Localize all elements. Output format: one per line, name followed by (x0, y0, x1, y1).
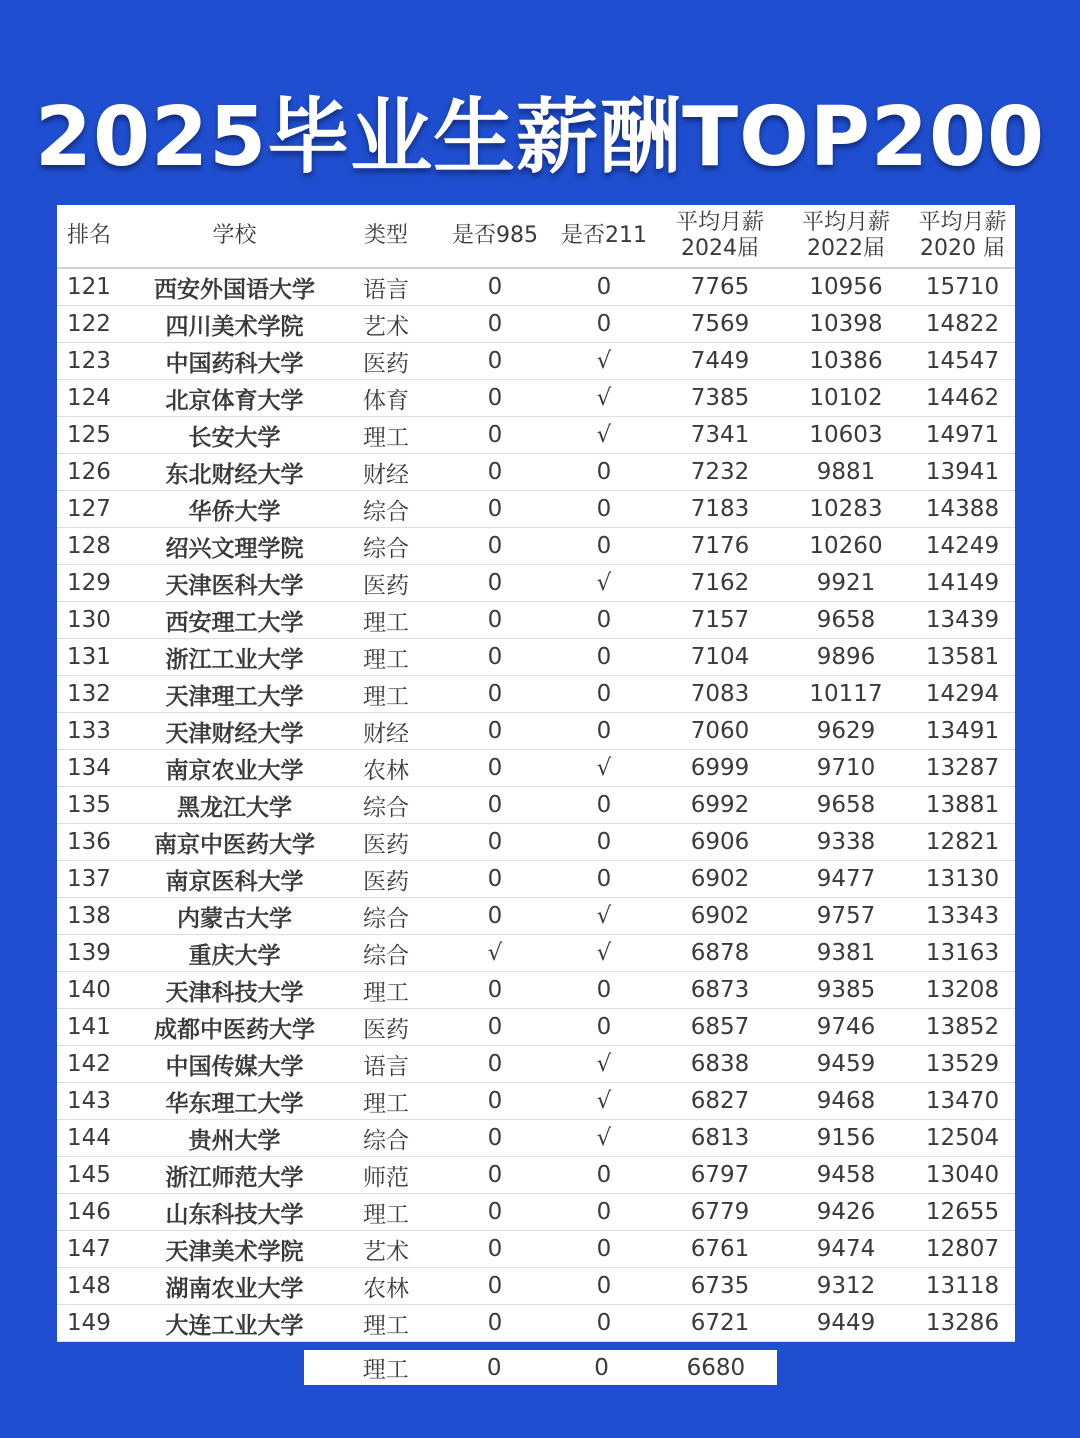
cell-pay2022: 9658 (782, 602, 910, 639)
cell-pay2020: 13040 (910, 1157, 1015, 1194)
table-row (57, 1157, 1015, 1194)
page-title: 2025毕业生薪酬TOP200 (34, 90, 1046, 185)
cell-is985: 0 (440, 787, 550, 824)
cell-is211: 0 (550, 306, 658, 343)
cell-pay2020: 13208 (910, 972, 1015, 1009)
cell-type: 综合 (332, 787, 440, 824)
table-row (57, 1231, 1015, 1268)
cell-pay2022: 10283 (782, 491, 910, 528)
cell-rank: 140 (57, 972, 137, 1009)
cell-rank: 122 (57, 306, 137, 343)
cell-is211: 0 (550, 528, 658, 565)
table-row (57, 1268, 1015, 1305)
cell-is211: √ (550, 1083, 658, 1120)
cell-pay2024: 6999 (658, 750, 782, 787)
table-row (57, 1083, 1015, 1120)
cell-pay2020: 14462 (910, 380, 1015, 417)
cell-school: 天津医科大学 (137, 565, 332, 602)
cell-pay2022: 9385 (782, 972, 910, 1009)
cell-pay2024: 7183 (658, 491, 782, 528)
cell-pay2020: 12807 (910, 1231, 1015, 1268)
cell-school: 西安外国语大学 (137, 268, 332, 306)
cell-pay2020: 14249 (910, 528, 1015, 565)
cell-type: 农林 (332, 750, 440, 787)
cell-is985: 0 (440, 602, 550, 639)
cell-pay2022: 9156 (782, 1120, 910, 1157)
partial-cell-is985: 0 (486, 1354, 502, 1381)
cell-pay2020: 14294 (910, 676, 1015, 713)
cell-pay2024: 7765 (658, 268, 782, 306)
cell-is211: 0 (550, 1231, 658, 1268)
cell-pay2020: 13287 (910, 750, 1015, 787)
table-row (57, 454, 1015, 491)
cell-pay2022: 9629 (782, 713, 910, 750)
table-row (57, 861, 1015, 898)
table-row (57, 713, 1015, 750)
cell-is211: √ (550, 1120, 658, 1157)
cell-pay2020: 13881 (910, 787, 1015, 824)
cell-rank: 145 (57, 1157, 137, 1194)
header-school: 学校 (137, 205, 332, 268)
cell-pay2022: 9458 (782, 1157, 910, 1194)
cell-pay2022: 9710 (782, 750, 910, 787)
header-pay2020-line1: 平均月薪 (918, 210, 1007, 235)
cell-pay2024: 6902 (658, 861, 782, 898)
cell-is211: 0 (550, 602, 658, 639)
cell-pay2020: 15710 (910, 268, 1015, 306)
cell-type: 农林 (332, 1268, 440, 1305)
cell-rank: 126 (57, 454, 137, 491)
header-pay2024-line1: 平均月薪 (675, 210, 764, 235)
cell-rank: 131 (57, 639, 137, 676)
cell-pay2020: 13163 (910, 935, 1015, 972)
cell-pay2022: 9477 (782, 861, 910, 898)
cell-pay2020: 13343 (910, 898, 1015, 935)
table-row (57, 528, 1015, 565)
cell-type: 艺术 (332, 1231, 440, 1268)
cell-pay2020: 14822 (910, 306, 1015, 343)
cell-is211: 0 (550, 676, 658, 713)
cell-pay2020: 13118 (910, 1268, 1015, 1305)
cell-school: 天津科技大学 (137, 972, 332, 1009)
cell-pay2024: 7385 (658, 380, 782, 417)
cell-school: 浙江工业大学 (137, 639, 332, 676)
partial-table-row (304, 1350, 777, 1385)
cell-pay2022: 9312 (782, 1268, 910, 1305)
cell-pay2020: 13491 (910, 713, 1015, 750)
table-row (57, 1009, 1015, 1046)
cell-rank: 127 (57, 491, 137, 528)
cell-pay2024: 6906 (658, 824, 782, 861)
cell-is985: 0 (440, 417, 550, 454)
cell-type: 综合 (332, 935, 440, 972)
cell-rank: 124 (57, 380, 137, 417)
cell-school: 大连工业大学 (137, 1305, 332, 1342)
header-is211: 是否211 (550, 205, 658, 268)
cell-pay2022: 9338 (782, 824, 910, 861)
table-row (57, 1305, 1015, 1342)
cell-pay2024: 6902 (658, 898, 782, 935)
cell-pay2024: 7162 (658, 565, 782, 602)
table-row (57, 935, 1015, 972)
cell-pay2022: 10398 (782, 306, 910, 343)
cell-is211: 0 (550, 713, 658, 750)
cell-school: 北京体育大学 (137, 380, 332, 417)
cell-school: 天津理工大学 (137, 676, 332, 713)
cell-school: 山东科技大学 (137, 1194, 332, 1231)
table-row (57, 417, 1015, 454)
cell-is985: 0 (440, 861, 550, 898)
table-row (57, 343, 1015, 380)
cell-is985: 0 (440, 268, 550, 306)
cell-pay2024: 6813 (658, 1120, 782, 1157)
cell-pay2024: 6797 (658, 1157, 782, 1194)
table-row (57, 491, 1015, 528)
cell-pay2022: 9746 (782, 1009, 910, 1046)
table-row (57, 898, 1015, 935)
cell-is985: 0 (440, 713, 550, 750)
cell-pay2022: 10603 (782, 417, 910, 454)
cell-pay2024: 7060 (658, 713, 782, 750)
cell-pay2024: 6761 (658, 1231, 782, 1268)
cell-pay2024: 7341 (658, 417, 782, 454)
cell-is985: 0 (440, 1009, 550, 1046)
cell-is985: 0 (440, 972, 550, 1009)
table-row (57, 380, 1015, 417)
cell-type: 综合 (332, 898, 440, 935)
cell-is985: √ (440, 935, 550, 972)
table-row (57, 1046, 1015, 1083)
cell-is985: 0 (440, 1268, 550, 1305)
table-row (57, 639, 1015, 676)
table-row (57, 602, 1015, 639)
cell-pay2020: 14388 (910, 491, 1015, 528)
table-row (57, 750, 1015, 787)
cell-rank: 147 (57, 1231, 137, 1268)
cell-school: 成都中医药大学 (137, 1009, 332, 1046)
cell-rank: 134 (57, 750, 137, 787)
cell-type: 综合 (332, 528, 440, 565)
cell-pay2024: 6857 (658, 1009, 782, 1046)
cell-type: 理工 (332, 1083, 440, 1120)
header-rank: 排名 (57, 205, 137, 268)
header-pay2020-line2: 2020 届 (920, 236, 1005, 261)
cell-type: 师范 (332, 1157, 440, 1194)
cell-pay2024: 7449 (658, 343, 782, 380)
table-row (57, 1120, 1015, 1157)
cell-pay2022: 10386 (782, 343, 910, 380)
cell-type: 综合 (332, 491, 440, 528)
cell-is211: 0 (550, 1305, 658, 1342)
cell-school: 内蒙古大学 (137, 898, 332, 935)
cell-is985: 0 (440, 491, 550, 528)
cell-pay2020: 13130 (910, 861, 1015, 898)
cell-is985: 0 (440, 343, 550, 380)
cell-is985: 0 (440, 1231, 550, 1268)
header-type: 类型 (332, 205, 440, 268)
cell-school: 中国传媒大学 (137, 1046, 332, 1083)
salary-table-container (57, 205, 1015, 1342)
cell-is211: 0 (550, 491, 658, 528)
cell-is985: 0 (440, 1120, 550, 1157)
cell-type: 财经 (332, 713, 440, 750)
cell-type: 医药 (332, 824, 440, 861)
cell-school: 南京中医药大学 (137, 824, 332, 861)
cell-is211: 0 (550, 1194, 658, 1231)
cell-is985: 0 (440, 454, 550, 491)
cell-pay2022: 10260 (782, 528, 910, 565)
cell-is211: √ (550, 565, 658, 602)
cell-pay2020: 14547 (910, 343, 1015, 380)
cell-pay2022: 9468 (782, 1083, 910, 1120)
partial-cell-pay2024: 6680 (686, 1354, 746, 1381)
cell-pay2020: 14149 (910, 565, 1015, 602)
cell-pay2024: 7083 (658, 676, 782, 713)
cell-pay2022: 9459 (782, 1046, 910, 1083)
cell-school: 西安理工大学 (137, 602, 332, 639)
cell-pay2024: 7157 (658, 602, 782, 639)
cell-pay2022: 9381 (782, 935, 910, 972)
cell-rank: 136 (57, 824, 137, 861)
cell-is985: 0 (440, 528, 550, 565)
cell-type: 医药 (332, 343, 440, 380)
header-pay2022-line2: 2022届 (807, 236, 885, 261)
cell-school: 重庆大学 (137, 935, 332, 972)
cell-pay2024: 7176 (658, 528, 782, 565)
cell-school: 华侨大学 (137, 491, 332, 528)
cell-is211: 0 (550, 1268, 658, 1305)
cell-is985: 0 (440, 1083, 550, 1120)
cell-rank: 144 (57, 1120, 137, 1157)
cell-type: 艺术 (332, 306, 440, 343)
cell-rank: 128 (57, 528, 137, 565)
cell-rank: 149 (57, 1305, 137, 1342)
cell-is985: 0 (440, 676, 550, 713)
cell-rank: 135 (57, 787, 137, 824)
cell-pay2024: 6721 (658, 1305, 782, 1342)
cell-rank: 125 (57, 417, 137, 454)
cell-school: 华东理工大学 (137, 1083, 332, 1120)
table-row (57, 565, 1015, 602)
cell-school: 黑龙江大学 (137, 787, 332, 824)
cell-pay2020: 13286 (910, 1305, 1015, 1342)
cell-rank: 130 (57, 602, 137, 639)
cell-is985: 0 (440, 1157, 550, 1194)
cell-rank: 142 (57, 1046, 137, 1083)
cell-is211: 0 (550, 1009, 658, 1046)
cell-type: 理工 (332, 1305, 440, 1342)
cell-pay2024: 6735 (658, 1268, 782, 1305)
cell-pay2024: 6878 (658, 935, 782, 972)
cell-is985: 0 (440, 565, 550, 602)
cell-rank: 148 (57, 1268, 137, 1305)
cell-pay2022: 10117 (782, 676, 910, 713)
cell-is211: 0 (550, 268, 658, 306)
cell-type: 语言 (332, 1046, 440, 1083)
cell-is211: √ (550, 1046, 658, 1083)
cell-pay2022: 9757 (782, 898, 910, 935)
cell-rank: 132 (57, 676, 137, 713)
cell-pay2020: 12504 (910, 1120, 1015, 1157)
cell-type: 体育 (332, 380, 440, 417)
cell-pay2022: 9896 (782, 639, 910, 676)
cell-pay2024: 6992 (658, 787, 782, 824)
header-pay2020 (910, 205, 1015, 268)
cell-rank: 141 (57, 1009, 137, 1046)
cell-rank: 137 (57, 861, 137, 898)
header-pay2022-line1: 平均月薪 (801, 210, 890, 235)
cell-type: 医药 (332, 565, 440, 602)
cell-school: 中国药科大学 (137, 343, 332, 380)
cell-is211: 0 (550, 454, 658, 491)
cell-type: 财经 (332, 454, 440, 491)
cell-pay2020: 13470 (910, 1083, 1015, 1120)
cell-pay2020: 13529 (910, 1046, 1015, 1083)
cell-pay2020: 13581 (910, 639, 1015, 676)
cell-pay2024: 7104 (658, 639, 782, 676)
cell-pay2020: 12821 (910, 824, 1015, 861)
cell-pay2024: 6827 (658, 1083, 782, 1120)
cell-pay2022: 9449 (782, 1305, 910, 1342)
cell-pay2020: 13941 (910, 454, 1015, 491)
cell-rank: 133 (57, 713, 137, 750)
table-row (57, 306, 1015, 343)
cell-pay2020: 14971 (910, 417, 1015, 454)
cell-is985: 0 (440, 1194, 550, 1231)
cell-pay2024: 6838 (658, 1046, 782, 1083)
cell-rank: 139 (57, 935, 137, 972)
cell-rank: 123 (57, 343, 137, 380)
header-is985: 是否985 (440, 205, 550, 268)
partial-cell-type: 理工 (362, 1357, 409, 1383)
cell-type: 理工 (332, 676, 440, 713)
cell-type: 医药 (332, 861, 440, 898)
cell-is211: √ (550, 898, 658, 935)
cell-is211: 0 (550, 972, 658, 1009)
cell-is211: 0 (550, 639, 658, 676)
table-row (57, 972, 1015, 1009)
cell-pay2022: 10102 (782, 380, 910, 417)
cell-school: 南京农业大学 (137, 750, 332, 787)
cell-school: 长安大学 (137, 417, 332, 454)
table-header-row (57, 205, 1015, 268)
table-body (57, 268, 1015, 1342)
cell-pay2020: 13852 (910, 1009, 1015, 1046)
cell-pay2024: 7232 (658, 454, 782, 491)
cell-is211: 0 (550, 787, 658, 824)
cell-is985: 0 (440, 1305, 550, 1342)
cell-is985: 0 (440, 898, 550, 935)
cell-is211: 0 (550, 861, 658, 898)
cell-is985: 0 (440, 1046, 550, 1083)
cell-pay2022: 9474 (782, 1231, 910, 1268)
cell-is985: 0 (440, 380, 550, 417)
cell-is985: 0 (440, 639, 550, 676)
cell-school: 浙江师范大学 (137, 1157, 332, 1194)
cell-is211: √ (550, 935, 658, 972)
cell-school: 东北财经大学 (137, 454, 332, 491)
cell-type: 语言 (332, 268, 440, 306)
cell-is985: 0 (440, 306, 550, 343)
table-row (57, 787, 1015, 824)
cell-pay2022: 10956 (782, 268, 910, 306)
cell-type: 理工 (332, 972, 440, 1009)
cell-pay2022: 9658 (782, 787, 910, 824)
cell-school: 贵州大学 (137, 1120, 332, 1157)
cell-type: 理工 (332, 1194, 440, 1231)
cell-type: 理工 (332, 602, 440, 639)
cell-pay2022: 9921 (782, 565, 910, 602)
partial-cell-is211: 0 (594, 1354, 609, 1381)
cell-type: 医药 (332, 1009, 440, 1046)
table-row (57, 1194, 1015, 1231)
cell-pay2024: 6873 (658, 972, 782, 1009)
header-pay2024-line2: 2024届 (681, 236, 759, 261)
table-row (57, 676, 1015, 713)
cell-school: 绍兴文理学院 (137, 528, 332, 565)
table-row (57, 824, 1015, 861)
cell-school: 天津财经大学 (137, 713, 332, 750)
cell-school: 南京医科大学 (137, 861, 332, 898)
cell-is211: √ (550, 343, 658, 380)
cell-school: 天津美术学院 (137, 1231, 332, 1268)
header-pay2022 (782, 205, 910, 268)
cell-type: 理工 (332, 417, 440, 454)
cell-pay2020: 12655 (910, 1194, 1015, 1231)
cell-is211: 0 (550, 824, 658, 861)
header-pay2024 (658, 205, 782, 268)
cell-is211: √ (550, 750, 658, 787)
cell-rank: 129 (57, 565, 137, 602)
salary-table (57, 205, 1015, 1342)
cell-rank: 143 (57, 1083, 137, 1120)
cell-pay2024: 7569 (658, 306, 782, 343)
cell-rank: 138 (57, 898, 137, 935)
cell-rank: 121 (57, 268, 137, 306)
cell-pay2022: 9881 (782, 454, 910, 491)
cell-rank: 146 (57, 1194, 137, 1231)
cell-pay2022: 9426 (782, 1194, 910, 1231)
table-row (57, 268, 1015, 306)
cell-school: 四川美术学院 (137, 306, 332, 343)
cell-school: 湖南农业大学 (137, 1268, 332, 1305)
cell-is211: 0 (550, 1157, 658, 1194)
cell-pay2020: 13439 (910, 602, 1015, 639)
cell-type: 理工 (332, 639, 440, 676)
cell-type: 综合 (332, 1120, 440, 1157)
cell-is985: 0 (440, 750, 550, 787)
cell-is211: √ (550, 380, 658, 417)
cell-pay2024: 6779 (658, 1194, 782, 1231)
cell-is211: √ (550, 417, 658, 454)
cell-is985: 0 (440, 824, 550, 861)
